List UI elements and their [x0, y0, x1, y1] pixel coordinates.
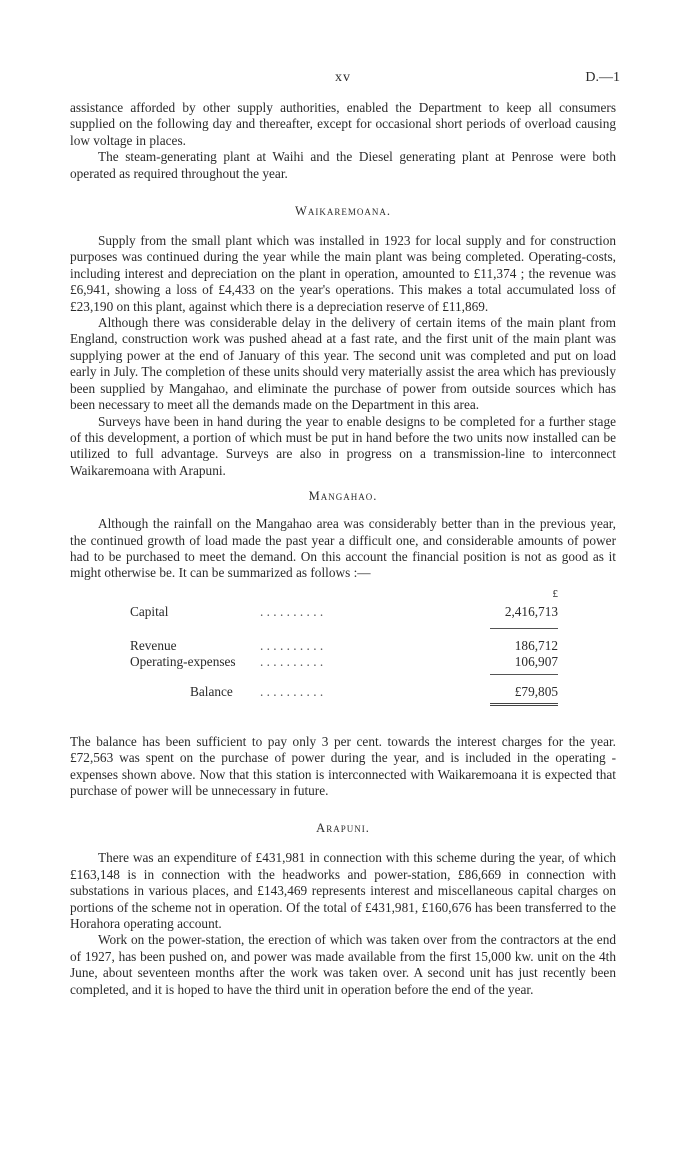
balance-value: £79,805: [514, 683, 558, 699]
page-number: xv: [335, 70, 351, 85]
intro-paragraph-1: assistance afforded by other supply authorities, enabled the Department to keep all consumers supplied on the following day and thereafter, except for occasional short periods of overload causing low voltage in places.: [70, 100, 616, 148]
mangahao-intro-paragraph: Although the rainfall on the Mangahao area was considerably better than in the previous year, the continued growth of load made the past year a difficult one, and considerable amounts of power had to be purchased to meet the demand. On this account the financial position is not as good as it might otherwise be. It can be summarized as follows :—: [70, 516, 616, 581]
arapuni-paragraph-2: Work on the power-station, the erection of which was taken over from the contractors at the end of 1927, has been pushed on, and power was made available from the first 15,000 kw. unit on the 4th June, about seventeen months after the work was taken over. A second unit has just recently been completed, and it is hoped to have the third unit in operation before the end of the year.: [70, 932, 616, 997]
table-row-operating-expenses: [130, 654, 558, 670]
arapuni-paragraph-1: There was an expenditure of £431,981 in connection with this scheme during the year, of which £163,148 is in connection with the headworks and power-station, £86,669 in connection with substations in various places, and £143,469 represents interest and miscellaneous capital charges on portions of the scheme not in operation. Of the total of £431,981, £160,676 has been transferred to the Horahora operating account.: [70, 850, 616, 931]
revenue-label: Revenue: [130, 637, 177, 653]
leader-dots: . . . . . . . . . .: [260, 653, 324, 669]
table-rule: [490, 674, 558, 675]
table-row-revenue: [130, 638, 558, 654]
table-double-rule: [490, 703, 558, 706]
section-heading-waikaremoana: Waikaremoana.: [295, 204, 391, 219]
table-row-balance: [130, 684, 558, 700]
currency-symbol: £: [552, 587, 558, 600]
table-rule: [490, 628, 558, 629]
waikaremoana-paragraph-2: Although there was considerable delay in the delivery of certain items of the main plant from England, construction work was pushed ahead at a fast rate, and the first unit of the main plant was supplying power at the end of January of this year. The second unit was completed and put on load early in July. The completion of these units should very materially assist the area which has previously been supplied by Mangahao, and eliminate the purchase of power from outside sources which has been necessary to meet all the demands made on the Department in this area.: [70, 315, 616, 413]
document-page: [70, 70, 620, 998]
table-row-capital: [130, 604, 558, 620]
leader-dots: . . . . . . . . . .: [260, 603, 324, 619]
page-header: [70, 70, 620, 100]
waikaremoana-paragraph-1: Supply from the small plant which was installed in 1923 for local supply and for construction purposes was continued during the year while the main plant was being completed. Operating-costs, including interest and depreciation on the plant in operation, amounted to £11,374 ; the revenue was £6,941, showing a loss of £4,433 on the year's operations. This makes a total accumulated loss of £23,190 on this plant, against which there is a depreciation reserve of £11,869.: [70, 233, 616, 314]
leader-dots: . . . . . . . . . .: [260, 683, 324, 699]
mangahao-after-paragraph: The balance has been sufficient to pay only 3 per cent. towards the interest charges for the year. £72,563 was spent on the purchase of power during the year, and is included in the operating - expenses shown above. Now that this station is interconnected with Waikaremoana it is expected that purchase of power will be unnecessary in future.: [70, 733, 616, 798]
balance-label: Balance: [190, 683, 233, 699]
operating-expenses-value: 106,907: [514, 653, 558, 669]
revenue-value: 186,712: [514, 637, 558, 653]
operating-expenses-label: Operating-expenses: [130, 653, 236, 669]
document-reference: D.—1: [585, 70, 620, 85]
leader-dots: . . . . . . . . . .: [260, 637, 324, 653]
waikaremoana-paragraph-3: Surveys have been in hand during the year to enable designs to be completed for a further stage of this development, a portion of which must be put in hand before the two units now installed can be utilized to full advantage. Surveys are also in progress on a transmission-line to interconnect Waikaremoana with Arapuni.: [70, 413, 616, 478]
capital-label: Capital: [130, 603, 169, 619]
intro-paragraph-2: The steam-generating plant at Waihi and the Diesel generating plant at Penrose were both operated as required throughout the year.: [70, 149, 616, 181]
financial-summary-table: [70, 587, 616, 722]
section-heading-mangahao: Mangahao.: [308, 489, 378, 504]
section-heading-arapuni: Arapuni.: [316, 821, 370, 836]
capital-value: 2,416,713: [504, 603, 558, 619]
